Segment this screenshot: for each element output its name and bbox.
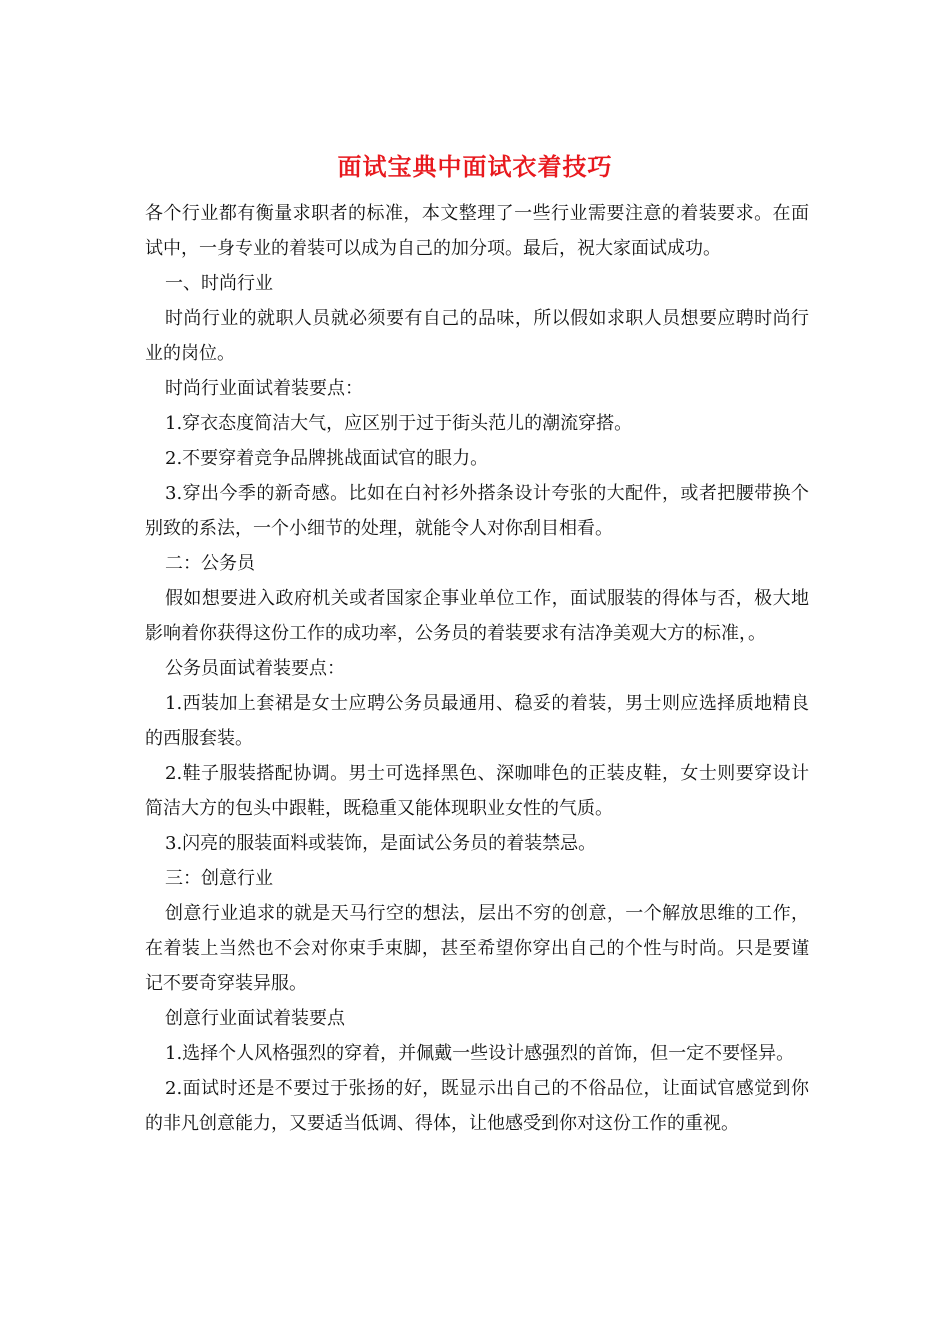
paragraph: 创意行业追求的就是天马行空的想法，层出不穷的创意，一个解放思维的工作，在着装上当然也不会对你束手束脚，甚至希望你穿出自己的个性与时尚。只是要谨记不要奇穿装异服。 <box>145 903 809 994</box>
list-item: 2.面试时还是不要过于张扬的好，既显示出自己的不俗品位，让面试官感觉到你的非凡创意能力，又要适当低调、得体，让他感受到你对这份工作的重视。 <box>145 1078 809 1134</box>
paragraph: 假如想要进入政府机关或者国家企事业单位工作，面试服装的得体与否，极大地影响着你获得这份工作的成功率，公务员的着装要求有洁净美观大方的标准，。 <box>145 588 809 644</box>
list-item: 3.闪亮的服装面料或装饰，是面试公务员的着装禁忌。 <box>165 833 597 854</box>
section-heading-creative: 三：创意行业 <box>165 868 273 889</box>
intro-paragraph: 各个行业都有衡量求职者的标准，本文整理了一些行业需要注意的着装要求。在面试中，一身专业的着装可以成为自己的加分项。最后，祝大家面试成功。 <box>145 203 809 259</box>
section-heading-fashion: 一、时尚行业 <box>165 273 273 294</box>
paragraph: 时尚行业的就职人员就必须要有自己的品味，所以假如求职人员想要应聘时尚行业的岗位。 <box>145 308 809 364</box>
list-item: 2.不要穿着竞争品牌挑战面试官的眼力。 <box>165 448 489 469</box>
subheading-civil-servant-tips: 公务员面试着装要点： <box>165 658 345 679</box>
list-item: 1.选择个人风格强烈的穿着，并佩戴一些设计感强烈的首饰，但一定不要怪异。 <box>165 1043 795 1064</box>
document-title: 面试宝典中面试衣着技巧 <box>337 152 613 181</box>
list-item: 3.穿出今季的新奇感。比如在白衬衫外搭条设计夸张的大配件，或者把腰带换个别致的系法，一个小细节的处理，就能令人对你刮目相看。 <box>145 483 809 539</box>
list-item: 1.西装加上套裙是女士应聘公务员最通用、稳妥的着装，男士则应选择质地精良的西服套装。 <box>145 693 809 749</box>
subheading-creative-tips: 创意行业面试着装要点 <box>165 1008 345 1029</box>
list-item: 1.穿衣态度简洁大气，应区别于过于街头范儿的潮流穿搭。 <box>165 413 633 434</box>
list-item: 2.鞋子服装搭配协调。男士可选择黑色、深咖啡色的正装皮鞋，女士则要穿设计简洁大方的包头中跟鞋，既稳重又能体现职业女性的气质。 <box>145 763 809 819</box>
section-heading-civil-servant: 二：公务员 <box>165 553 255 574</box>
subheading-fashion-tips: 时尚行业面试着装要点： <box>165 378 363 399</box>
document-body <box>145 196 809 1141</box>
